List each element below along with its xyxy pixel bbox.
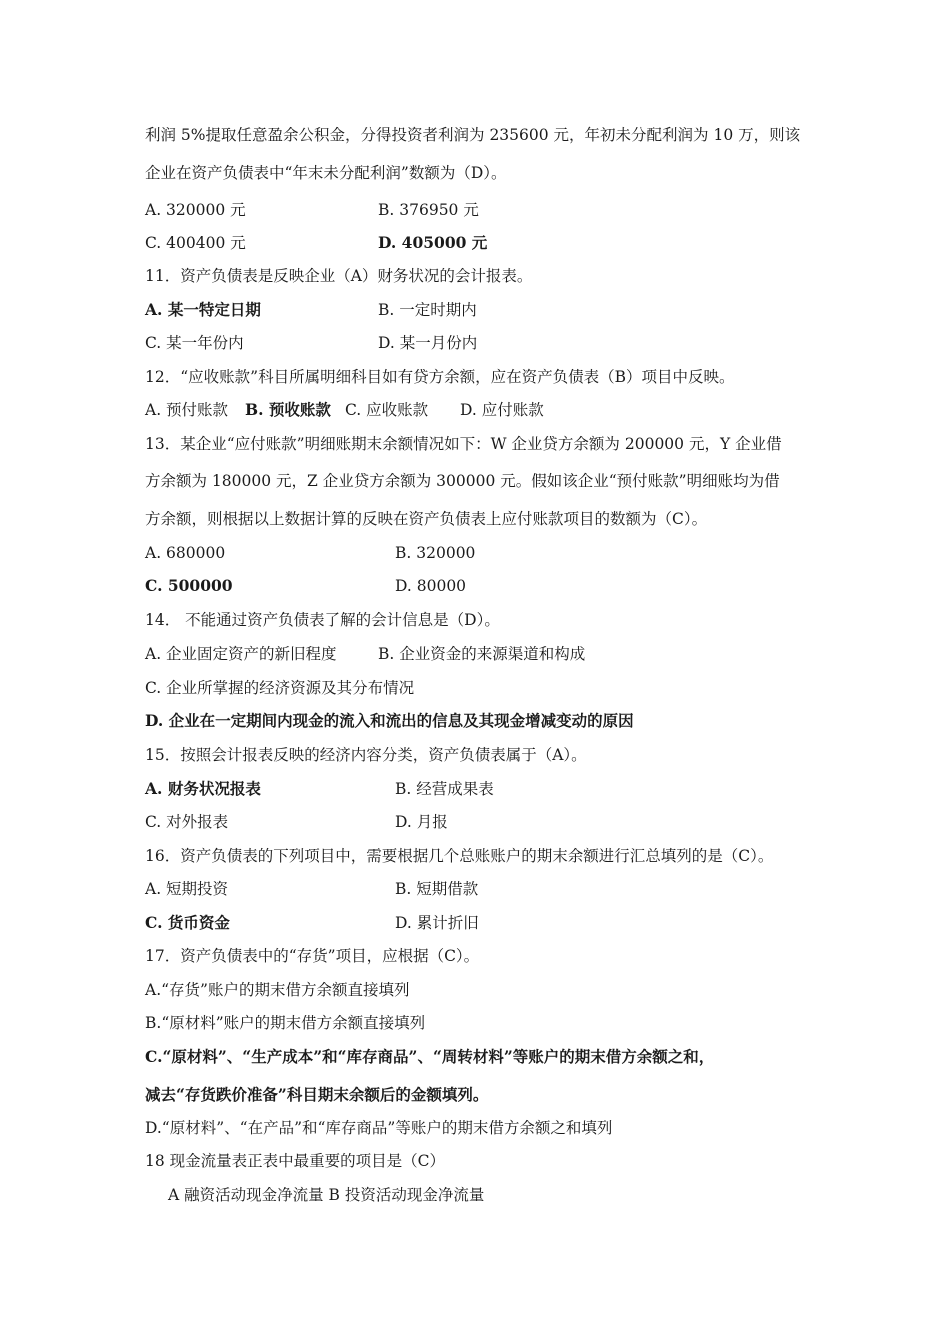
option-text: A. 短期投资 <box>145 880 229 898</box>
option-text: C. 应收账款 <box>345 401 429 419</box>
option-text: D. 405000 元 <box>378 233 488 252</box>
option-text: B. 320000 <box>395 544 476 562</box>
option-text: A. 320000 元 <box>145 201 246 219</box>
option-text: A. 预付账款 <box>145 401 229 419</box>
question-text: 12．“应收账款”科目所属明细科目如有贷方余额，应在资产负债表（B）项目中反映。 <box>145 368 735 386</box>
option-text: B. 经营成果表 <box>395 780 494 798</box>
option-text: D. 应付账款 <box>460 401 544 419</box>
question-text: 17．资产负债表中的“存货”项目，应根据（C）。 <box>145 947 480 965</box>
paragraph-text: C.“原材料”、“生产成本”和“库存商品”、“周转材料”等账户的期末借方余额之和， <box>145 1047 715 1066</box>
option-text: A. 680000 <box>145 544 226 562</box>
paragraph-text: A 融资活动现金净流量 B 投资活动现金净流量 <box>168 1186 485 1204</box>
option-text: A. 某一特定日期 <box>145 300 261 319</box>
option-text: D. 某一月份内 <box>378 334 478 352</box>
paragraph-text: 企业在资产负债表中“年末未分配利润”数额为（D）。 <box>145 164 507 182</box>
option-text: C. 某一年份内 <box>145 334 244 352</box>
question-text: 18 现金流量表正表中最重要的项目是（C） <box>145 1152 446 1170</box>
paragraph-text: 利润 5%提取任意盈余公积金，分得投资者利润为 235600 元，年初未分配利润为 10 万，则该 <box>145 126 801 144</box>
option-text: B. 预收账款 <box>245 400 331 419</box>
paragraph-text: 方余额，则根据以上数据计算的反映在资产负债表上应付账款项目的数额为（C）。 <box>145 510 708 528</box>
paragraph-text: A.“存货”账户的期末借方余额直接填列 <box>145 981 410 999</box>
question-text: 13．某企业“应付账款”明细账期末余额情况如下：W 企业贷方余额为 200000 元，Y 企业借 <box>145 435 782 453</box>
option-text: D. 累计折旧 <box>395 914 479 932</box>
question-text: 14． 不能通过资产负债表了解的会计信息是（D）。 <box>145 611 500 629</box>
question-text: 15．按照会计报表反映的经济内容分类，资产负债表属于（A）。 <box>145 746 587 764</box>
option-text: A. 财务状况报表 <box>145 779 261 798</box>
option-text: A. 企业固定资产的新旧程度 <box>145 645 337 663</box>
option-text: B. 一定时期内 <box>378 301 477 319</box>
paragraph-text: C. 企业所掌握的经济资源及其分布情况 <box>145 679 415 697</box>
option-text: D. 月报 <box>395 813 448 831</box>
paragraph-text: B.“原材料”账户的期末借方余额直接填列 <box>145 1014 426 1032</box>
question-text: 16．资产负债表的下列项目中，需要根据几个总账账户的期末余额进行汇总填列的是（C）。 <box>145 847 774 865</box>
option-text: C. 对外报表 <box>145 813 229 831</box>
paragraph-text: 方余额为 180000 元，Z 企业贷方余额为 300000 元。假如该企业“预付账款”明细账均为借 <box>145 472 780 490</box>
paragraph-text: 减去“存货跌价准备”科目期末余额后的金额填列。 <box>145 1085 489 1104</box>
question-text: 11．资产负债表是反映企业（A）财务状况的会计报表。 <box>145 267 533 285</box>
option-text: C. 400400 元 <box>145 234 246 252</box>
option-text: B. 短期借款 <box>395 880 479 898</box>
option-text: B. 376950 元 <box>378 201 479 219</box>
option-text: C. 500000 <box>145 576 233 595</box>
option-text: D. 80000 <box>395 577 467 595</box>
paragraph-text: D. 企业在一定期间内现金的流入和流出的信息及其现金增减变动的原因 <box>145 711 634 730</box>
option-text: B. 企业资金的来源渠道和构成 <box>378 645 586 663</box>
option-text: C. 货币资金 <box>145 913 230 932</box>
paragraph-text: D.“原材料”、“在产品”和“库存商品”等账户的期末借方余额之和填列 <box>145 1119 613 1137</box>
